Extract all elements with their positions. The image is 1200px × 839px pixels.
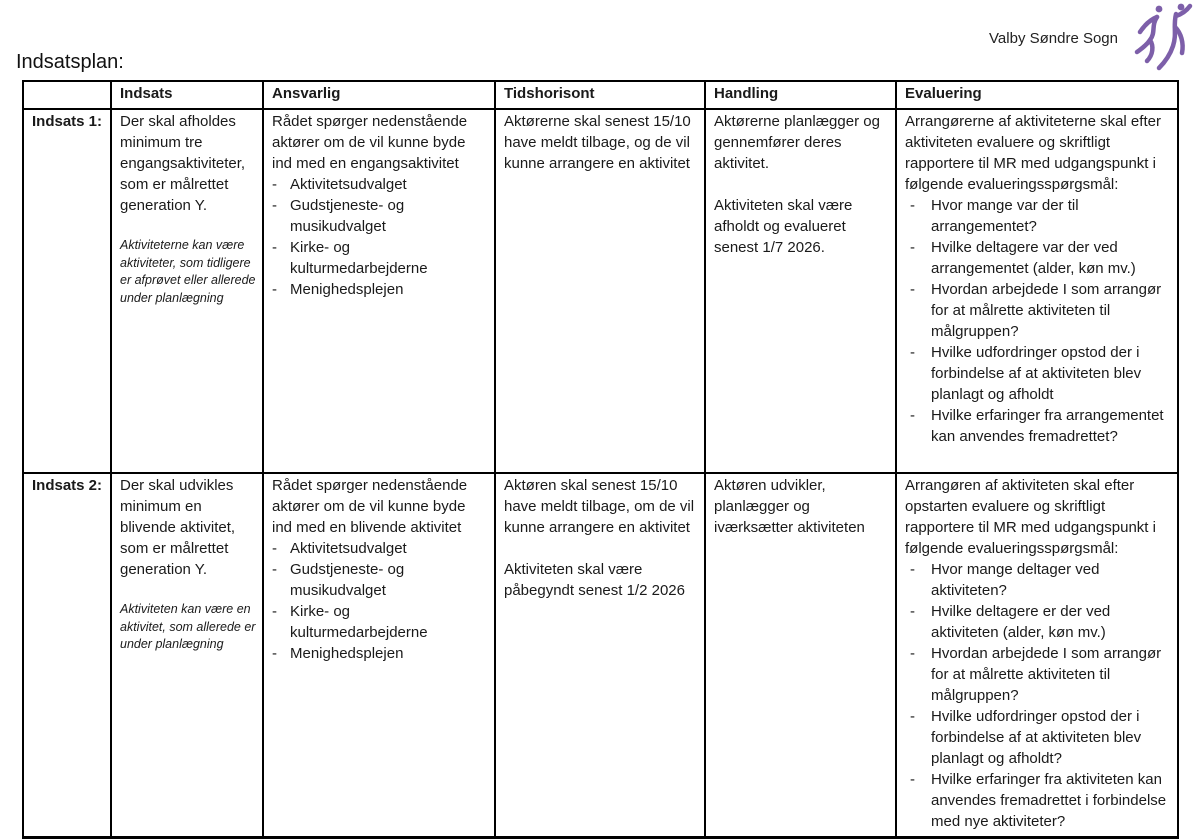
list-item: - Hvilke udfordringer opstod der i forbindelse af at aktiviteten blev planlagt og afholdt? — [905, 706, 1171, 769]
indsats-text: Der skal afholdes minimum tre engangsaktiviteter, som er målrettet generation Y. — [120, 113, 246, 214]
cell-ansvarlig-1 — [263, 109, 495, 473]
row-label: Indsats 1: — [23, 109, 111, 473]
cell-tidshorisont-1 — [495, 109, 705, 473]
list-item: - Menighedsplejen — [272, 643, 488, 664]
tidshorisont-text: Aktørerne skal senest 15/10 have meldt tilbage, og de vil kunne arrangere en aktivitet — [504, 113, 691, 172]
header-handling: Handling — [705, 81, 896, 109]
list-item: - Hvordan arbejdede I som arrangør for at målrette aktiviteten til målgruppen? — [905, 279, 1171, 342]
list-item: - Menighedsplejen — [272, 279, 488, 300]
ansvarlig-list — [272, 174, 488, 300]
cell-evaluering-1 — [896, 109, 1178, 473]
cell-indsats-1 — [111, 109, 263, 473]
cell-indsats-2 — [111, 473, 263, 838]
list-item: - Kirke- og kulturmedarbejderne — [272, 237, 488, 279]
indsats-text: Der skal udvikles minimum en blivende aktivitet, som er målrettet generation Y. — [120, 477, 236, 578]
list-item: - Hvilke deltagere var der ved arrangementet (alder, køn mv.) — [905, 237, 1171, 279]
list-item: - Aktivitetsudvalget — [272, 538, 488, 559]
cell-ansvarlig-2 — [263, 473, 495, 838]
handling-text: Aktøren udvikler, planlægger og iværksætter aktiviteten — [714, 477, 865, 536]
handling-text-2: Aktiviteten skal være afholdt og evalueret senest 1/7 2026. — [714, 197, 853, 256]
header-evaluering: Evaluering — [896, 81, 1178, 109]
evaluering-list — [905, 195, 1171, 447]
ansvarlig-intro: Rådet spørger nedenstående aktører om de vil kunne byde ind med en blivende aktivitet — [272, 477, 468, 536]
cell-tidshorisont-2 — [495, 473, 705, 838]
ansvarlig-list — [272, 538, 488, 664]
list-item: - Hvilke erfaringer fra aktiviteten kan anvendes fremadrettet i forbindelse med nye aktiviteter? — [905, 769, 1171, 832]
row-label: Indsats 2: — [23, 473, 111, 838]
header-row — [23, 81, 1178, 109]
cell-handling-1 — [705, 109, 896, 473]
header-blank — [23, 81, 111, 109]
header-ansvarlig: Ansvarlig — [263, 81, 495, 109]
ansvarlig-intro: Rådet spørger nedenstående aktører om de vil kunne byde ind med en engangsaktivitet — [272, 113, 468, 172]
list-item: - Hvor mange var der til arrangementet? — [905, 195, 1171, 237]
evaluering-list — [905, 559, 1171, 832]
list-item: - Hvilke erfaringer fra arrangementet kan anvendes fremadrettet? — [905, 405, 1171, 447]
list-item: - Gudstjeneste- og musikudvalget — [272, 195, 488, 237]
tidshorisont-text-2: Aktiviteten skal være påbegyndt senest 1/2 2026 — [504, 561, 685, 599]
list-item: - Hvor mange deltager ved aktiviteten? — [905, 559, 1171, 601]
list-item: - Aktivitetsudvalget — [272, 174, 488, 195]
header-indsats: Indsats — [111, 81, 263, 109]
tidshorisont-text: Aktøren skal senest 15/10 have meldt tilbage, om de vil kunne arrangere en aktivitet — [504, 477, 695, 536]
list-item: - Hvordan arbejdede I som arrangør for at målrette aktiviteten til målgruppen? — [905, 643, 1171, 706]
evaluering-intro: Arrangørerne af aktiviteterne skal efter aktiviteten evaluere og skriftligt rapportere til MR med udgangspunkt i følgende evalueringsspørgsmål: — [905, 113, 1161, 193]
table-row-indsats-2 — [23, 473, 1178, 838]
list-item: - Kirke- og kulturmedarbejderne — [272, 601, 488, 643]
dancers-logo-icon — [1128, 2, 1194, 74]
indsats-note: Aktiviteten kan være en aktivitet, som allerede er under planlægning — [120, 602, 256, 651]
indsatsplan-table — [22, 80, 1179, 839]
cell-evaluering-2 — [896, 473, 1178, 838]
evaluering-intro: Arrangøren af aktiviteten skal efter opstarten evaluere og skriftligt rapportere til MR med udgangspunkt i følgende evalueringsspørgsmål: — [905, 477, 1156, 557]
cell-handling-2 — [705, 473, 896, 838]
list-item: - Gudstjeneste- og musikudvalget — [272, 559, 488, 601]
table-row-indsats-1 — [23, 109, 1178, 473]
header-tidshorisont: Tidshorisont — [495, 81, 705, 109]
indsats-note: Aktiviteterne kan være aktiviteter, som tidligere er afprøvet eller allerede under planlægning — [120, 238, 256, 305]
handling-text: Aktørerne planlægger og gennemfører deres aktivitet. — [714, 113, 880, 172]
list-item: - Hvilke deltagere er der ved aktiviteten (alder, køn mv.) — [905, 601, 1171, 643]
org-name: Valby Søndre Sogn — [989, 30, 1118, 47]
list-item: - Hvilke udfordringer opstod der i forbindelse af at aktiviteten blev planlagt og afholdt — [905, 342, 1171, 405]
page-title: Indsatsplan: — [16, 51, 124, 73]
